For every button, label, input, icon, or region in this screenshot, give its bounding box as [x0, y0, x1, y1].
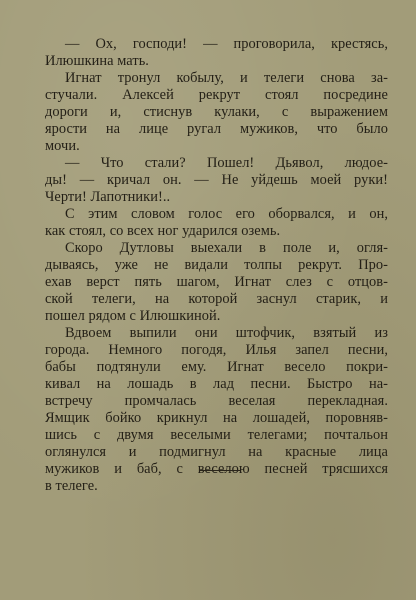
paragraph	[45, 155, 388, 206]
paragraph	[45, 36, 388, 70]
text-line: оглянулся и подмигнул на красные лица	[45, 444, 388, 460]
text-line: как стоял, со всех ног ударился оземь.	[45, 223, 281, 239]
text-line: Илюшкина мать.	[45, 53, 149, 69]
text-line: дываясь, уже не видали толпы рекрут. Про-	[45, 257, 388, 273]
text-line: города. Немного погодя, Илья запел песни,	[45, 342, 388, 358]
text-line: Ямщик бойко крикнул на лошадей, поровняв-	[45, 410, 388, 426]
text-line: мужиков и баб, с веселою песней трясшихся	[45, 461, 388, 477]
text-line: ехав верст пять шагом, Игнат слез с отцов-	[45, 274, 388, 290]
text-line: в телеге.	[45, 478, 98, 494]
paragraph	[45, 206, 388, 240]
paragraph	[45, 70, 388, 155]
text-line: — Ох, господи! — проговорила, крестясь,	[65, 36, 388, 52]
text-line: Черти! Лапотники!..	[45, 189, 171, 205]
section-divider	[200, 470, 240, 471]
text-line: ярости на лице ругал мужиков, что было	[45, 121, 388, 137]
text-line: кивал на лошадь в лад песни. Быстро на-	[45, 376, 388, 392]
page-text	[45, 36, 388, 495]
text-line: Скоро Дутловы выехали в поле и, огля-	[65, 240, 388, 256]
text-line: ды! — кричал он. — Не уйдешь моей руки!	[45, 172, 388, 188]
text-line: пошел рядом с Илюшкиной.	[45, 308, 221, 324]
text-line: встречу промчалась веселая перекладная.	[45, 393, 388, 409]
text-line: стучали. Алексей рекрут стоял посредине	[45, 87, 388, 103]
text-line: шись с двумя веселыми телегами; почтальон	[45, 427, 388, 443]
text-line: — Что стали? Пошел! Дьявол, людое-	[65, 155, 388, 171]
text-line: бабы подтянули ему. Игнат весело покри-	[45, 359, 388, 375]
text-line: мочи.	[45, 138, 80, 154]
text-line: дороги и, стиснув кулаки, с выражением	[45, 104, 388, 120]
text-line: Вдвоем выпили они штофчик, взятый из	[65, 325, 388, 341]
paragraph	[45, 240, 388, 325]
text-line: Игнат тронул кобылу, и телеги снова за-	[65, 70, 388, 86]
text-line: С этим словом голос его оборвался, и он,	[65, 206, 388, 222]
text-line: ской телеги, на которой заснул старик, и	[45, 291, 388, 307]
